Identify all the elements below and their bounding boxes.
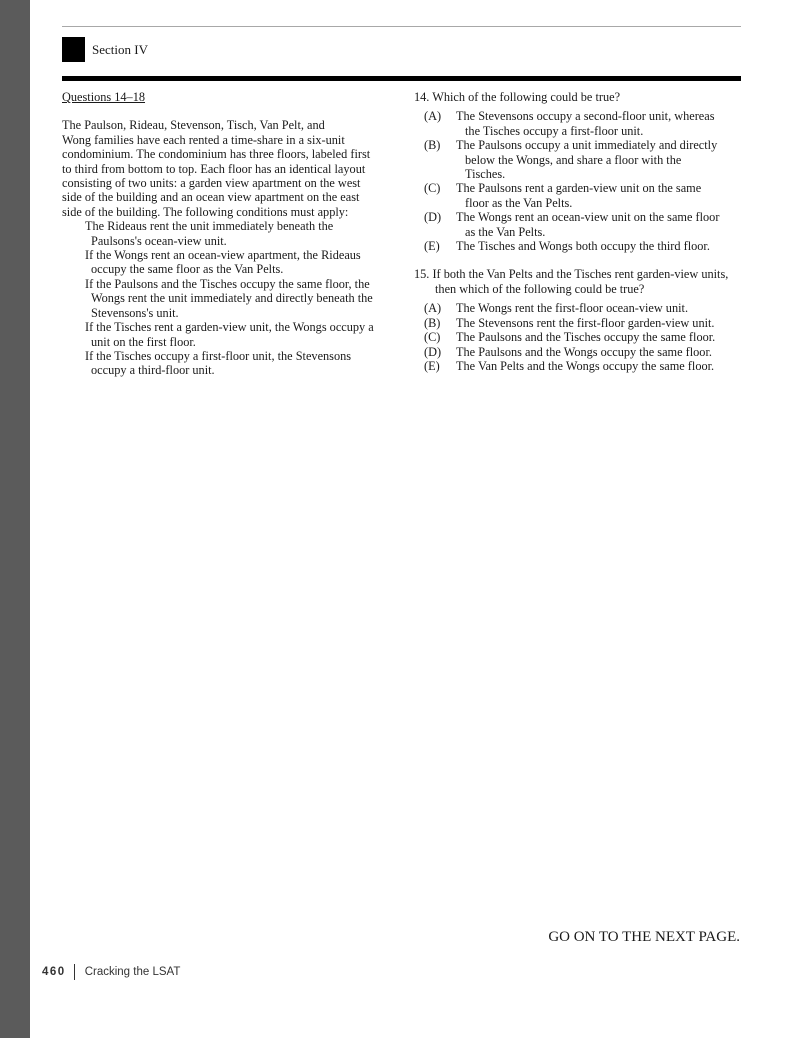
choice-text: [456, 181, 701, 210]
condition-line: If the Paulsons and the Tisches occupy the same floor, the: [85, 276, 370, 291]
answer-choice: [424, 330, 728, 344]
choice-text: [456, 138, 717, 181]
choice-line: The Paulsons occupy a unit immediately and directly: [456, 138, 718, 153]
stem-line: 15. If both the Van Pelts and the Tisches rent garden-view units,: [414, 267, 729, 282]
choice-text: [456, 345, 712, 359]
section-marker: [62, 37, 85, 62]
choice-text: [456, 359, 714, 373]
condition-line: Stevensons's unit.: [91, 305, 179, 320]
condition-line: Paulsons's ocean-view unit.: [91, 233, 227, 248]
condition-line: If the Wongs rent an ocean-view apartment, the Rideaus: [85, 248, 361, 263]
passage-line: side of the building. The following conditions must apply:: [62, 204, 349, 219]
choice-line: The Wongs rent an ocean-view unit on the same floor: [456, 210, 720, 225]
choice-line: The Wongs rent the first-floor ocean-view unit.: [456, 301, 689, 316]
top-rule: [62, 26, 741, 27]
condition: [62, 248, 374, 277]
conditions-list: [62, 219, 374, 377]
answer-choices: [414, 301, 728, 373]
answer-choice: [424, 359, 728, 373]
answer-choice: [424, 316, 728, 330]
answer-choice: [424, 181, 728, 210]
choice-letter: (B): [424, 315, 441, 330]
passage-line: The Paulson, Rideau, Stevenson, Tisch, Van Pelt, and: [62, 118, 325, 133]
condition: [62, 320, 374, 349]
answer-choice: [424, 109, 728, 138]
choice-line: The Paulsons and the Wongs occupy the same floor.: [456, 344, 712, 359]
choice-letter: (A): [424, 109, 442, 124]
condition: [62, 277, 374, 320]
answer-choice: [424, 301, 728, 315]
choice-letter: (A): [424, 301, 442, 316]
choice-letter: (C): [424, 330, 441, 345]
condition-line: The Rideaus rent the unit immediately beneath the: [85, 219, 334, 234]
choice-letter: (B): [424, 138, 441, 153]
answer-choices: [414, 109, 728, 253]
footer-divider: [74, 964, 75, 980]
condition-line: occupy a third-floor unit.: [91, 363, 215, 378]
condition-line: If the Tisches rent a garden-view unit, the Wongs occupy a: [85, 320, 374, 335]
passage-line: to third from bottom to top. Each floor has an identical layout: [62, 161, 366, 176]
header-rule: [62, 76, 741, 81]
page-footer: [42, 964, 180, 980]
next-page-notice: GO ON TO THE NEXT PAGE.: [548, 929, 740, 945]
choice-line: The Paulsons and the Tisches occupy the same floor.: [456, 330, 716, 345]
stem-line: 14. Which of the following could be true?: [414, 90, 621, 104]
page-number: 460: [42, 966, 66, 978]
section-label: Section IV: [92, 42, 148, 57]
choice-text: [456, 316, 715, 330]
choice-letter: (C): [424, 181, 441, 196]
condition-line: Wongs rent the unit immediately and directly beneath the: [91, 291, 373, 306]
stem-line: then which of the following could be true?: [435, 281, 645, 296]
questions-heading: Questions 14–18: [62, 90, 146, 104]
book-title: Cracking the LSAT: [84, 966, 181, 978]
passage-line: Wong families have each rented a time-share in a six-unit: [62, 132, 345, 147]
questions: [414, 90, 728, 387]
choice-line: floor as the Van Pelts.: [465, 195, 573, 210]
question-1: [414, 90, 728, 253]
condition-line: If the Tisches occupy a first-floor unit, the Stevensons: [85, 348, 352, 363]
choice-line: The Van Pelts and the Wongs occupy the same floor.: [456, 358, 715, 373]
condition-line: occupy the same floor as the Van Pelts.: [91, 262, 284, 277]
choice-line: as the Van Pelts.: [465, 224, 546, 239]
choice-line: the Tisches occupy a first-floor unit.: [465, 123, 644, 138]
passage-line: condominium. The condominium has three floors, labeled first: [62, 147, 371, 162]
choice-text: [456, 109, 715, 138]
choice-letter: (E): [424, 358, 440, 373]
choice-text: [456, 239, 710, 253]
choice-text: [456, 330, 715, 344]
passage-line: consisting of two units: a garden view apartment on the west: [62, 176, 361, 191]
answer-choice: [424, 345, 728, 359]
choice-letter: (E): [424, 239, 440, 254]
choice-line: Tisches.: [465, 167, 506, 182]
choice-text: [456, 210, 719, 239]
choice-letter: (D): [424, 210, 442, 225]
choice-text: [456, 301, 688, 315]
choice-line: The Tisches and Wongs both occupy the third floor.: [456, 239, 710, 254]
passage: [62, 90, 374, 378]
choice-letter: (D): [424, 344, 442, 359]
condition-line: unit on the first floor.: [91, 334, 196, 349]
answer-choice: [424, 138, 728, 181]
question-stem: [414, 90, 728, 104]
question-2: [414, 267, 728, 373]
question-stem: [414, 267, 728, 296]
answer-choice: [424, 210, 728, 239]
passage-line: side of the building and an ocean view apartment on the east: [62, 190, 360, 205]
choice-line: The Paulsons rent a garden-view unit on the same: [456, 181, 702, 196]
condition: [62, 219, 374, 248]
page-edge-bar: [0, 0, 30, 1038]
condition: [62, 349, 374, 378]
choice-line: The Stevensons rent the first-floor garden-view unit.: [456, 315, 715, 330]
passage-intro: [62, 118, 374, 219]
choice-line: below the Wongs, and share a floor with the: [465, 152, 682, 167]
answer-choice: [424, 239, 728, 253]
choice-line: The Stevensons occupy a second-floor unit, whereas: [456, 109, 715, 124]
